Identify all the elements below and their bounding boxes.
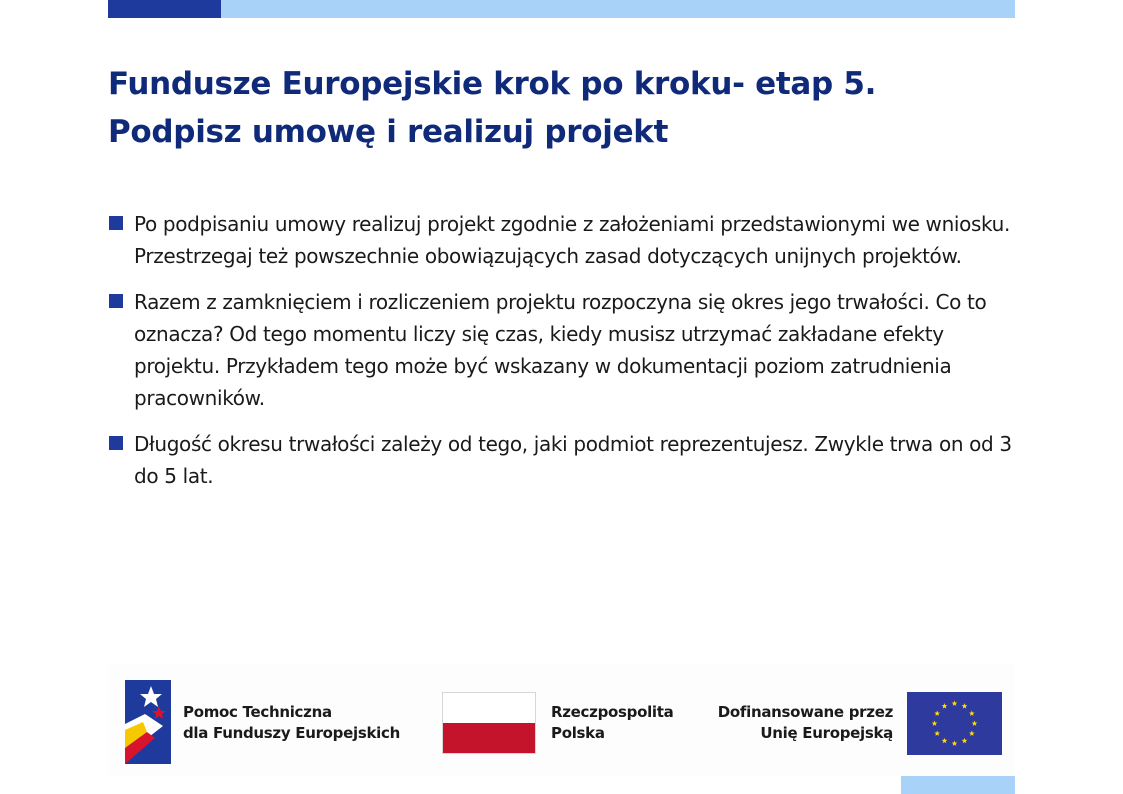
- bullet-list: [108, 208, 1020, 506]
- fe-logo-text: [183, 702, 423, 744]
- european-union-flag-icon: [907, 692, 1002, 755]
- slide-title: [108, 60, 1008, 156]
- fe-logo-text-line-2: dla Funduszy Europejskich: [183, 724, 400, 742]
- rp-logo-text-line-2: Polska: [551, 724, 605, 742]
- bullet-item: [108, 428, 1020, 492]
- bullet-text: Po podpisaniu umowy realizuj projekt zgodnie z założeniami przedstawionymi we wniosku. Przestrzegaj też powszechnie obowiązujących zasad dotyczących unijnych projektów.: [134, 212, 1011, 268]
- bullet-square-icon: [109, 216, 123, 230]
- fundusze-europejskie-logo-icon: [125, 680, 171, 764]
- slide-title-line-2: Podpisz umowę i realizuj projekt: [108, 114, 669, 150]
- rp-logo-text-line-1: Rzeczpospolita: [551, 703, 674, 721]
- top-accent-bar-light: [221, 0, 1015, 18]
- bullet-text: Długość okresu trwałości zależy od tego, jaki podmiot reprezentujesz. Zwykle trwa on od 3 do 5 lat.: [134, 432, 1012, 488]
- eu-logo-text-line-1: Dofinansowane przez: [717, 703, 893, 721]
- top-accent-bar-dark: [108, 0, 221, 18]
- poland-flag-icon: [442, 692, 536, 754]
- fe-logo-text-line-1: Pomoc Techniczna: [183, 703, 332, 721]
- bullet-square-icon: [109, 294, 123, 308]
- eu-logo-text: [700, 702, 893, 744]
- bottom-accent-bar: [901, 776, 1015, 794]
- bullet-square-icon: [109, 436, 123, 450]
- eu-logo-text-line-2: Unię Europejską: [760, 724, 893, 742]
- bullet-item: [108, 286, 1020, 414]
- bullet-item: [108, 208, 1020, 272]
- rp-logo-text: [551, 702, 701, 744]
- slide-title-line-1: Fundusze Europejskie krok po kroku- etap 5.: [108, 66, 877, 102]
- bullet-text: Razem z zamknięciem i rozliczeniem projektu rozpoczyna się okres jego trwałości. Co to oznacza? Od tego momentu liczy się czas, kiedy musisz utrzymać zakładane efekty projektu. Przykładem tego może być wskazany w dokumentacji poziom zatrudnienia pracowników.: [134, 290, 987, 410]
